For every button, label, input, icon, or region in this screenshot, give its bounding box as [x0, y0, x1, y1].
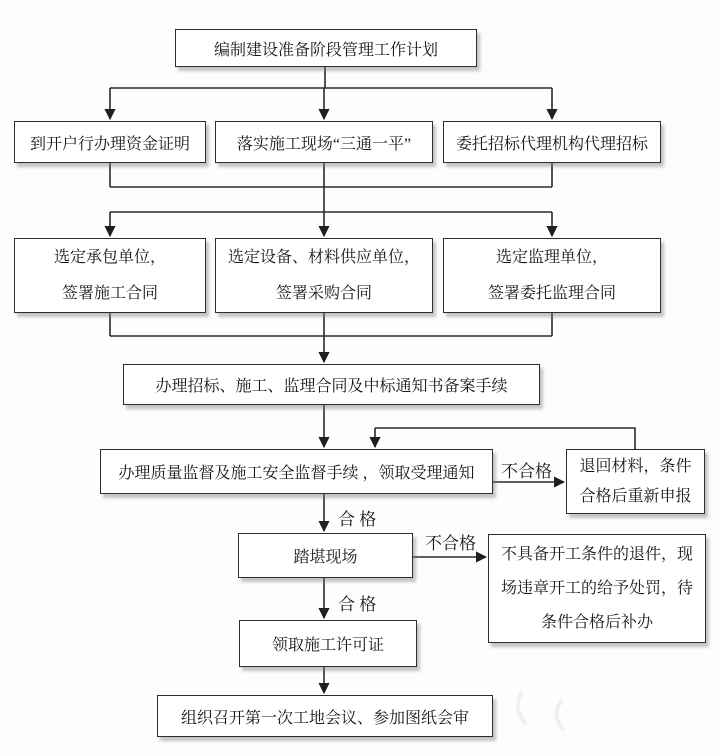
- node-plan: [175, 29, 477, 67]
- node-first-meeting: [157, 695, 493, 737]
- node-contractor-line2: 签署施工合同: [61, 284, 158, 302]
- node-supervisor: [443, 238, 661, 313]
- node-supervisor-line1: 选定监理单位，: [495, 248, 608, 266]
- node-supplier: [215, 238, 433, 313]
- edge-label-qualified-1: 合 格: [338, 510, 377, 529]
- node-site-ready: [215, 121, 433, 163]
- node-reject-penalty-line1: 不具备开工条件的退件，现: [500, 545, 693, 563]
- node-supplier-line2: 签署采购合同: [275, 284, 372, 302]
- edge-label-unqualified-2: 不合格: [425, 534, 476, 553]
- node-reject-penalty: [488, 534, 706, 643]
- node-first-meeting-label: 组织召开第一次工地会议、参加图纸会审: [180, 709, 469, 727]
- node-return-materials-line2: 合格后重新申报: [579, 487, 692, 505]
- node-supervisor-line2: 签署委托监理合同: [487, 284, 616, 302]
- node-quality-supervision-label: 办理质量监督及施工安全监督手续 ，领取受理通知: [118, 465, 475, 482]
- node-fund-proof-label: 到开户行办理资金证明: [29, 135, 190, 153]
- node-filing: [123, 364, 540, 405]
- watermark: [518, 692, 564, 730]
- node-supplier-line1: 选定设备、材料供应单位，: [227, 248, 420, 266]
- node-reject-penalty-line3: 条件合格后补办: [540, 613, 653, 631]
- edge-label-unqualified-1: 不合格: [501, 462, 552, 481]
- node-filing-label: 办理招标、施工、监理合同及中标通知书备案手续: [155, 378, 508, 395]
- node-return-materials-line1: 退回材料，条件: [579, 457, 692, 475]
- edge-label-qualified-2: 合 格: [338, 595, 377, 614]
- node-quality-supervision: [100, 449, 493, 494]
- node-contractor-line1: 选定承包单位，: [53, 248, 166, 266]
- node-plan-label: 编制建设准备阶段管理工作计划: [213, 41, 438, 59]
- node-site-ready-label: 落实施工现场“三通一平”: [236, 135, 412, 153]
- node-return-materials: [566, 449, 705, 514]
- node-reject-penalty-line2: 场违章开工的给予处罚，待: [500, 579, 693, 597]
- node-bid-agency: [443, 121, 661, 163]
- node-fund-proof: [14, 121, 206, 163]
- node-site-visit-label: 踏堪现场: [293, 549, 358, 566]
- node-bid-agency-label: 委托招标代理机构代理招标: [455, 135, 648, 153]
- node-site-visit: [238, 533, 413, 578]
- node-contractor: [14, 238, 206, 313]
- node-permit: [239, 620, 417, 667]
- node-permit-label: 领取施工许可证: [271, 637, 384, 654]
